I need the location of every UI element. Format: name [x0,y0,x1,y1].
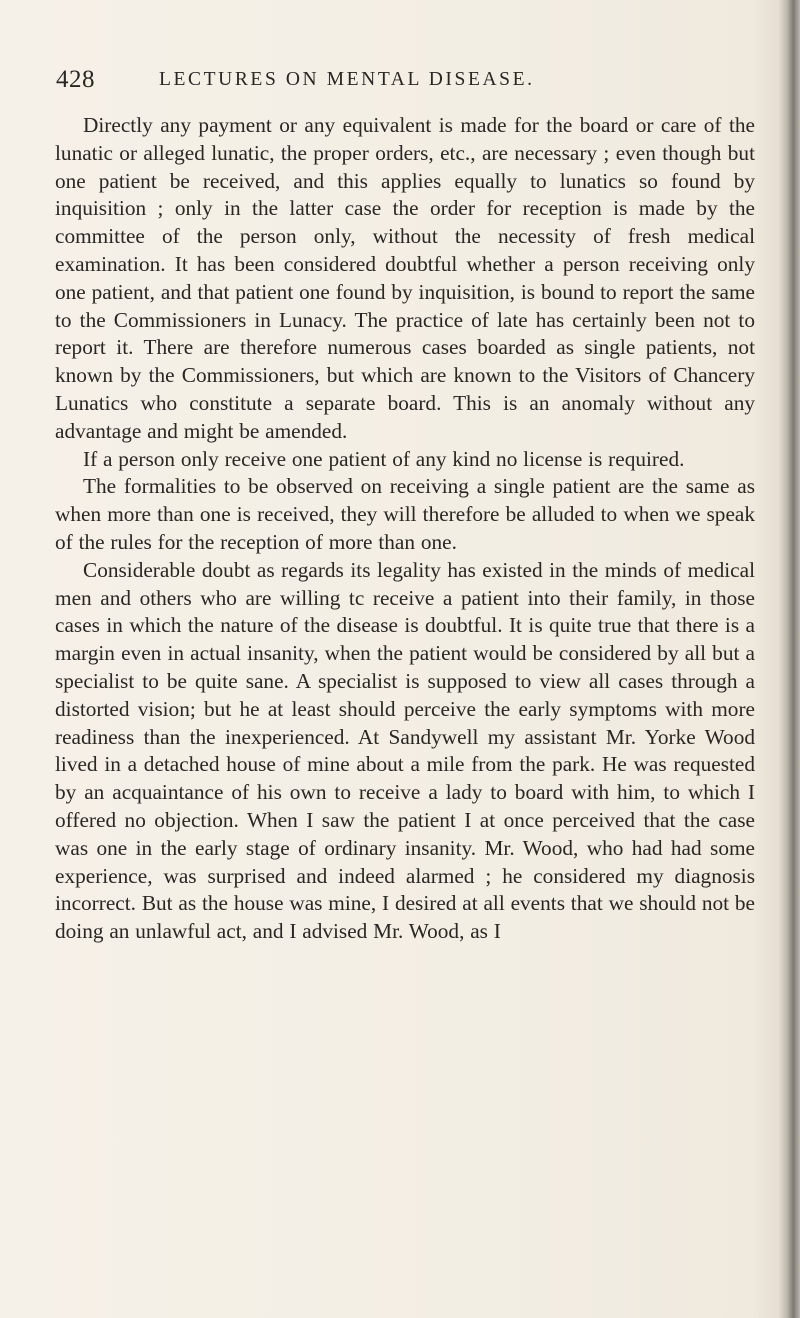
page-number: 428 [56,66,95,93]
page-header [56,66,756,100]
paragraph: If a person only receive one patient of any kind no license is required. [83,446,685,471]
paragraph: Directly any payment or any equivalent is made for the board or care of the lunatic or alleged lunatic, the proper orders, etc., are necessary ; even though but one patient be received, and this applies equally to lunatics so found by inquisition ; only in the latter case the order for reception is made by the committee of the person only, without the necessity of fresh medical examination. It has been considered doubtful whether a person receiving only one patient, and that patient one found by inquisition, is bound to report the same to the Commissioners in Lunacy. The practice of late has certainly been not to report it. There are therefore numerous cases boarded as single patients, not known by the Commissioners, but which are known to the Visitors of Chancery Lunatics who constitute a separate board. This is an anomaly without any advantage and might be amended. [55,113,755,443]
paragraph: The formalities to be observed on receiving a single patient are the same as when more than one is received, they will therefore be alluded to when we speak of the rules for the reception of more than one. [55,474,755,554]
running-title: LECTURES ON MENTAL DISEASE. [159,69,535,90]
body-text [55,112,755,946]
paragraph: Considerable doubt as regards its legality has existed in the minds of medical men and others who are willing tc receive a patient into their family, in those cases in which the nature of the disease is doubtful. It is quite true that there is a margin even in actual insanity, when the patient would be considered by all but a specialist to be quite sane. A specialist is supposed to view all cases through a distorted vision; but he at least should perceive the early symptoms with more readiness than the inexperienced. At Sandywell my assistant Mr. Yorke Wood lived in a detached house of mine about a mile from the park. He was requested by an acquaintance of his own to receive a lady to board with him, to which I offered no objection. When I saw the patient I at once perceived that the case was one in the early stage of ordinary insanity. Mr. Wood, who had had some experience, was surprised and indeed alarmed ; he considered my diagnosis incorrect. But as the house was mine, I desired at all events that we should not be doing an unlawful act, and I advised Mr. Wood, as I [55,557,755,944]
page-edge-shadow [778,0,800,1318]
